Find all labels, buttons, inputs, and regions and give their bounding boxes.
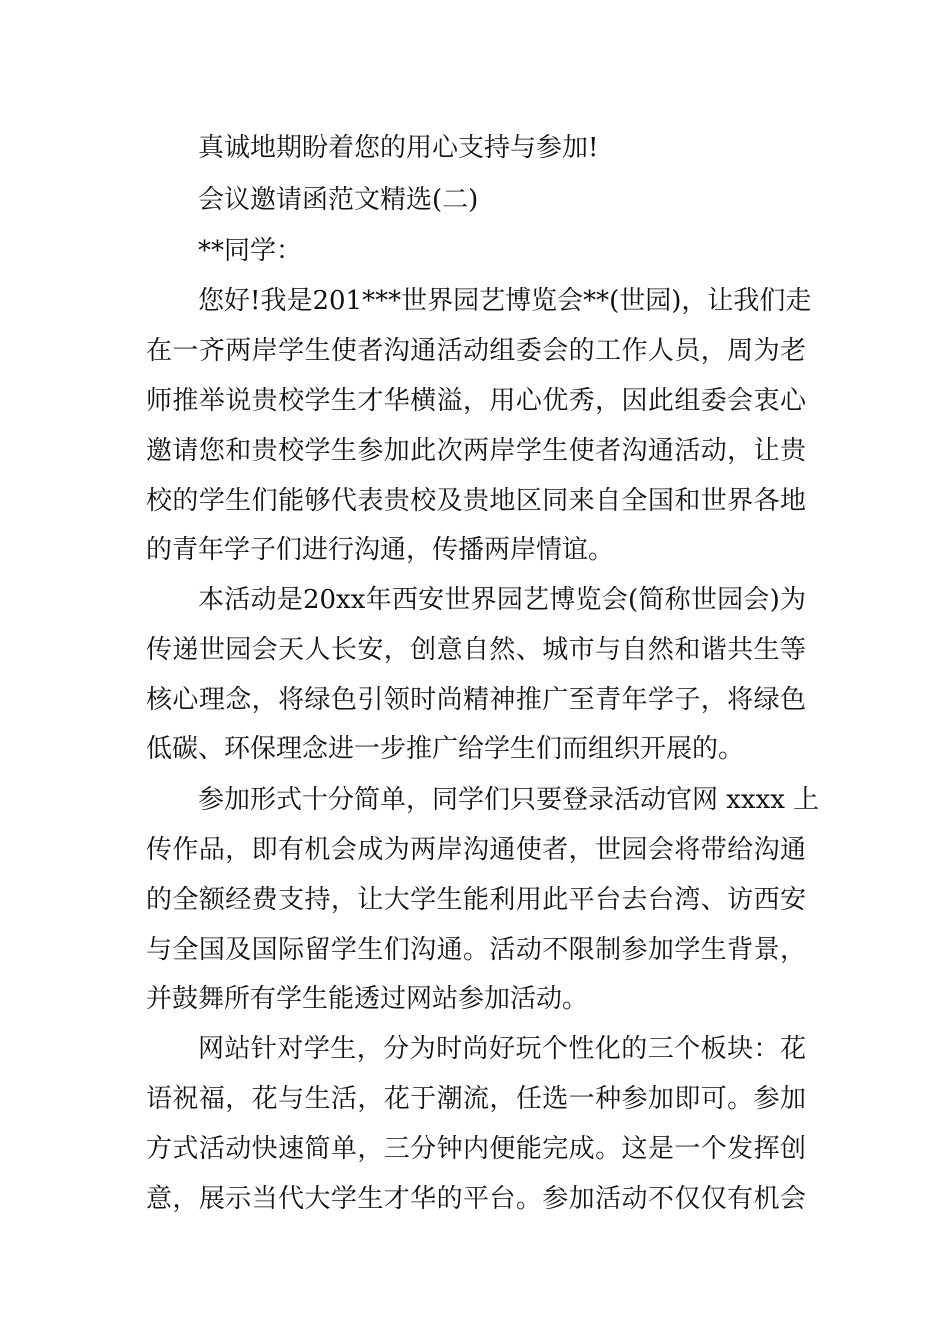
section-title: 会议邀请函范文精选(二) xyxy=(198,185,479,215)
paragraph-1-line-1: 您好!我是201***世界园艺博览会**(世园)，让我们走 xyxy=(198,286,812,316)
paragraph-3-line-4: 与全国及国际留学生们沟通。活动不限制参加学生背景， xyxy=(146,935,806,965)
paragraph-1-line-4: 邀请您和贵校学生参加此次两岸学生使者沟通活动，让贵 xyxy=(146,436,806,466)
paragraph-3-line-2: 传作品，即有机会成为两岸沟通使者，世园会将带给沟通 xyxy=(146,835,806,865)
paragraph-1-line-5: 校的学生们能够代表贵校及贵地区同来自全国和世界各地 xyxy=(146,486,806,516)
paragraph-2-line-1: 本活动是20xx年西安世界园艺博览会(简称世园会)为 xyxy=(198,585,806,615)
paragraph-4-line-2: 语祝福，花与生活，花于潮流，任选一种参加即可。参加 xyxy=(146,1084,806,1114)
paragraph-3-line-5: 并鼓舞所有学生能透过网站参加活动。 xyxy=(146,984,589,1014)
paragraph-1-line-3: 师推举说贵校学生才华横溢，用心优秀，因此组委会衷心 xyxy=(146,386,806,416)
paragraph-1-line-6: 的青年学子们进行沟通，传播两岸情谊。 xyxy=(146,535,615,565)
paragraph-1-line-2: 在一齐两岸学生使者沟通活动组委会的工作人员，周为老 xyxy=(146,336,806,366)
paragraph-2-line-4: 低碳、环保理念进一步推广给学生们而组织开展的。 xyxy=(146,734,745,764)
paragraph-4-line-4: 意，展示当代大学生才华的平台。参加活动不仅仅有机会 xyxy=(146,1184,806,1214)
paragraph-4-line-1: 网站针对学生，分为时尚好玩个性化的三个板块：花 xyxy=(198,1034,806,1064)
paragraph-2-line-2: 传递世园会天人长安，创意自然、城市与自然和谐共生等 xyxy=(146,635,806,665)
salutation: **同学： xyxy=(198,236,303,266)
paragraph-3-line-1: 参加形式十分简单，同学们只要登录活动官网 xxxx 上 xyxy=(198,785,820,815)
paragraph-3-line-3: 的全额经费支持，让大学生能利用此平台去台湾、访西安 xyxy=(146,885,806,915)
closing-line: 真诚地期盼着您的用心支持与参加! xyxy=(198,133,599,163)
paragraph-2-line-3: 核心理念，将绿色引领时尚精神推广至青年学子，将绿色 xyxy=(146,685,806,715)
paragraph-4-line-3: 方式活动快速简单，三分钟内便能完成。这是一个发挥创 xyxy=(146,1134,806,1164)
